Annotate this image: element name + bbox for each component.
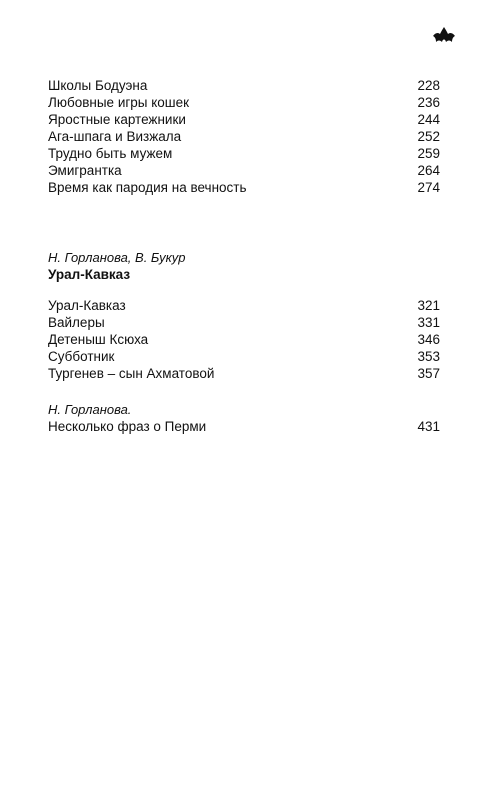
toc-entry — [48, 365, 440, 382]
publisher-logo-icon — [432, 26, 456, 44]
entry-page: 244 — [417, 112, 440, 127]
toc-entry — [48, 94, 440, 111]
entry-title: Ага-шпага и Визжала — [48, 129, 182, 144]
section-title: Урал-Кавказ — [48, 267, 131, 282]
entry-title: Вайлеры — [48, 315, 105, 330]
entry-page: 228 — [417, 78, 440, 93]
entry-title: Яростные картежники — [48, 112, 186, 127]
toc-entry — [48, 77, 440, 94]
toc-entry — [48, 128, 440, 145]
entry-page: 252 — [417, 129, 440, 144]
toc-block-1 — [48, 77, 440, 196]
entry-page: 264 — [417, 163, 440, 178]
toc-entry — [48, 179, 440, 196]
entry-title: Тургенев – сын Ахматовой — [48, 366, 215, 381]
toc-entry — [48, 331, 440, 348]
toc-entry — [48, 418, 440, 435]
section-heading — [48, 249, 440, 283]
entry-page: 353 — [417, 349, 440, 364]
entry-title: Несколько фраз о Перми — [48, 419, 207, 434]
entry-page: 357 — [417, 366, 440, 381]
toc-block-3 — [48, 401, 440, 435]
entry-title: Трудно быть мужем — [48, 146, 173, 161]
toc-entry — [48, 314, 440, 331]
toc-entry — [48, 162, 440, 179]
section-author: Н. Горланова, В. Букур — [48, 250, 186, 265]
entry-page: 236 — [417, 95, 440, 110]
entry-page: 274 — [417, 180, 440, 195]
entry-title: Детеныш Ксюха — [48, 332, 149, 347]
entry-page: 346 — [417, 332, 440, 347]
section-author: Н. Горланова. — [48, 402, 132, 417]
entry-title: Время как пародия на вечность — [48, 180, 247, 195]
toc-entry — [48, 111, 440, 128]
entry-title: Любовные игры кошек — [48, 95, 190, 110]
entry-title: Урал-Кавказ — [48, 298, 126, 313]
toc-entry — [48, 297, 440, 314]
entry-page: 431 — [417, 419, 440, 434]
entry-page: 321 — [417, 298, 440, 313]
toc-entry — [48, 145, 440, 162]
entry-title: Школы Бодуэна — [48, 78, 148, 93]
toc-block-2 — [48, 297, 440, 382]
entry-title: Субботник — [48, 349, 115, 364]
entry-page: 259 — [417, 146, 440, 161]
entry-page: 331 — [417, 315, 440, 330]
toc-entry — [48, 348, 440, 365]
entry-title: Эмигрантка — [48, 163, 122, 178]
